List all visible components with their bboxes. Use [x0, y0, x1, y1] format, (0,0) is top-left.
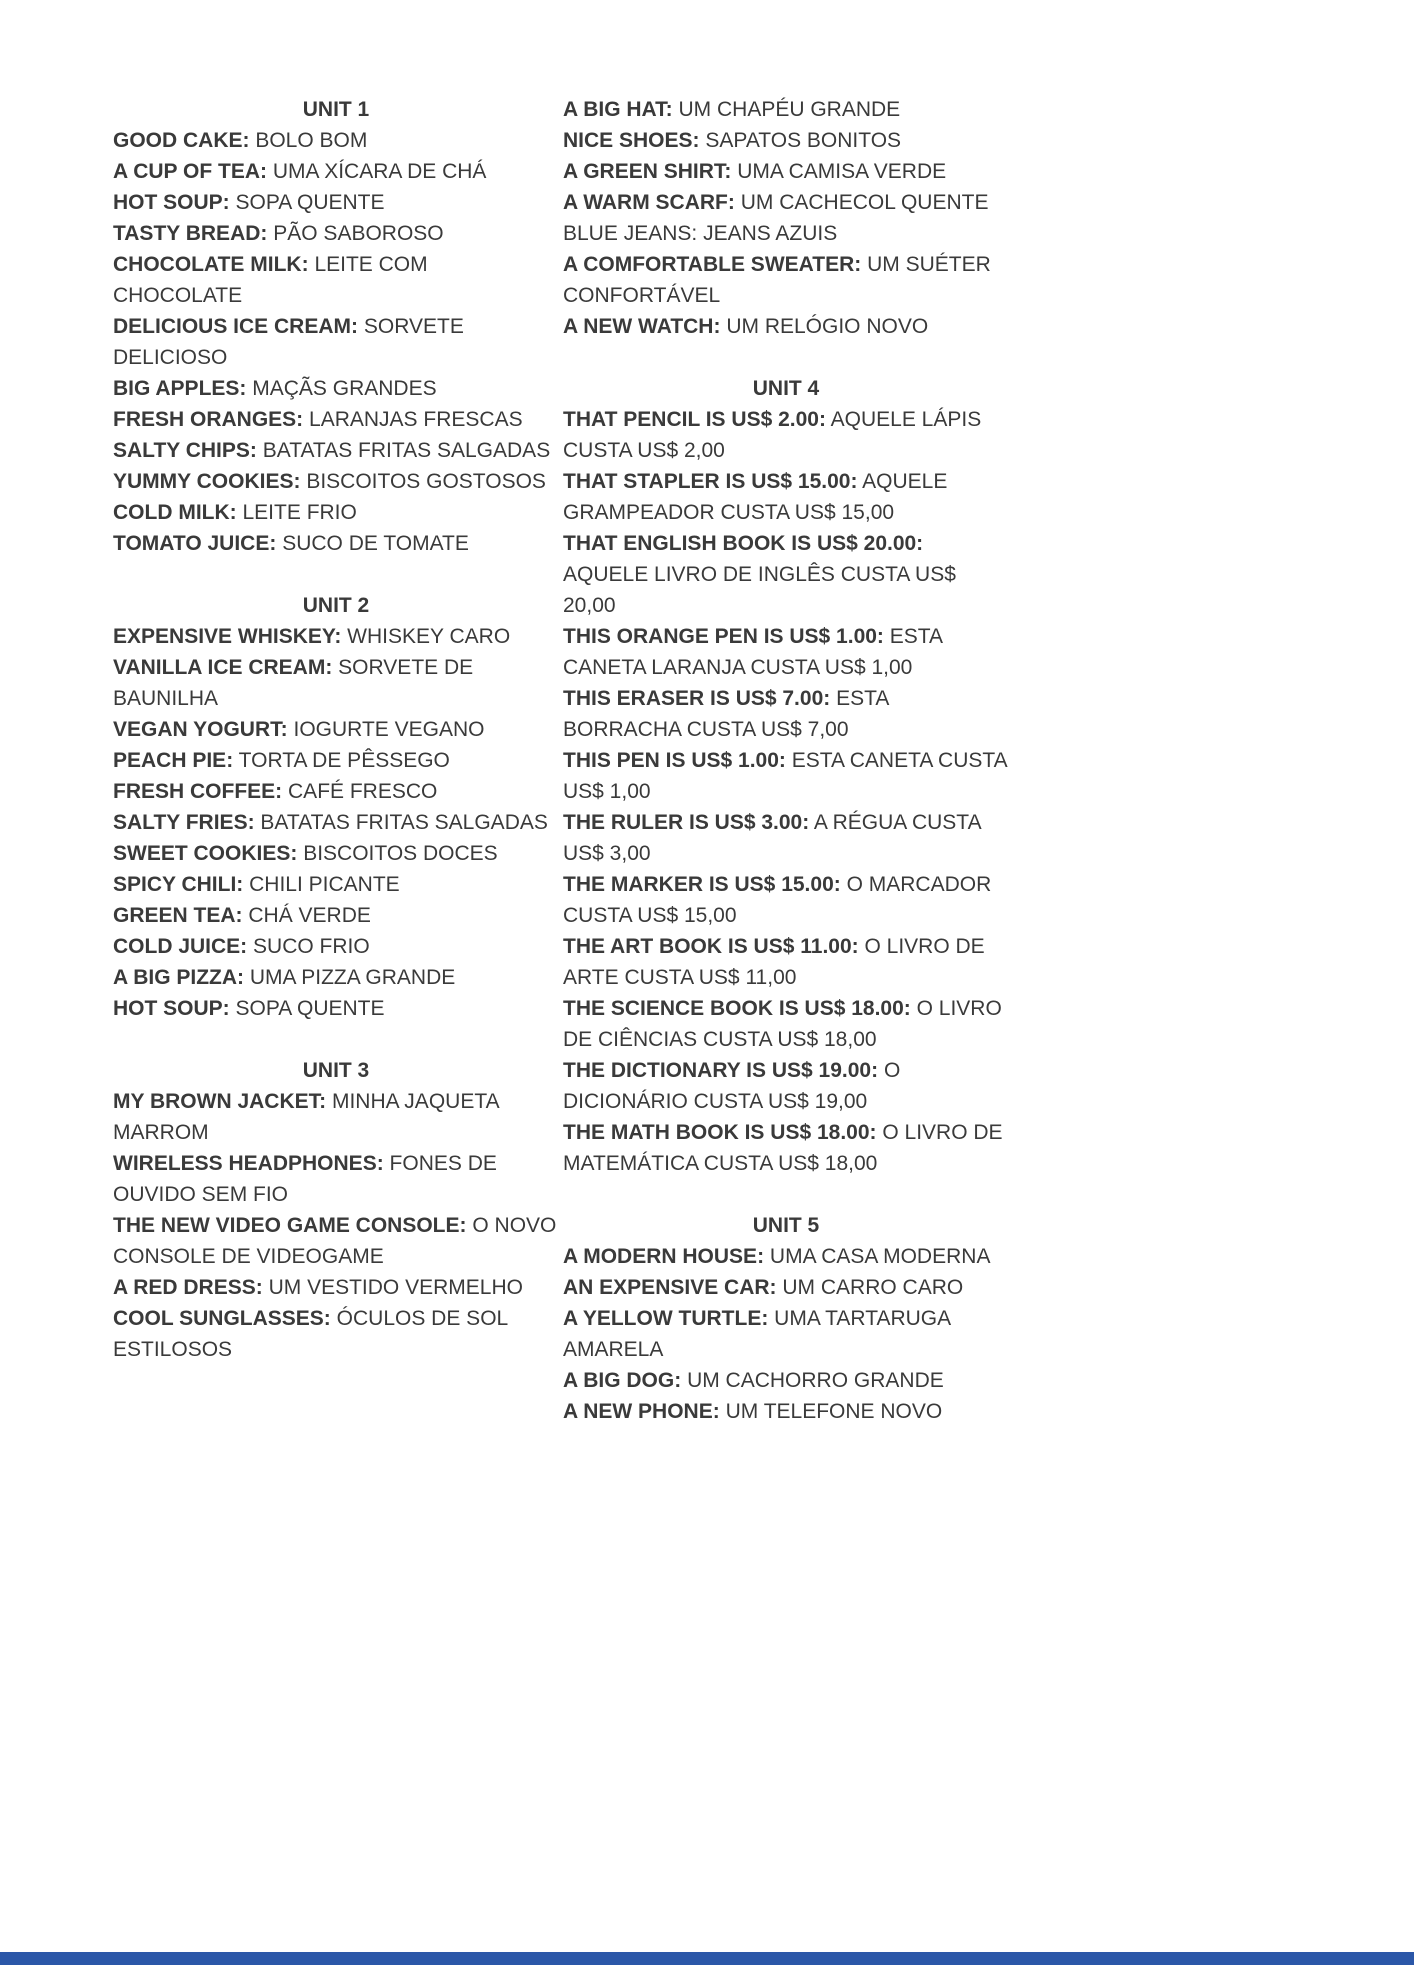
vocab-term: A BIG DOG: [563, 1369, 682, 1392]
unit-section [113, 94, 559, 559]
vocab-term: THAT PENCIL IS US$ 2.00: [563, 408, 826, 431]
vocab-translation: O LIVRO DE CIÊNCIAS CUSTA US$ 18,00 [563, 997, 1002, 1051]
vocab-translation: JEANS AZUIS [703, 222, 838, 245]
vocab-term: FRESH COFFEE: [113, 780, 283, 803]
vocab-entry [113, 776, 559, 807]
vocab-translation: UMA CAMISA VERDE [737, 160, 947, 183]
vocab-translation: O NOVO CONSOLE DE VIDEOGAME [113, 1214, 557, 1268]
vocab-entry [563, 993, 1009, 1055]
vocab-entry [563, 466, 1009, 528]
vocab-term: TASTY BREAD: [113, 222, 268, 245]
unit-heading: UNIT 1 [302, 98, 370, 121]
vocab-translation: ESTA CANETA CUSTA US$ 1,00 [563, 749, 1007, 803]
vocab-term: THAT STAPLER IS US$ 15.00: [563, 470, 858, 493]
vocab-entry [113, 621, 559, 652]
vocab-translation: A RÉGUA CUSTA US$ 3,00 [563, 811, 981, 865]
unit-heading: UNIT 5 [752, 1214, 820, 1237]
vocab-translation: BATATAS FRITAS SALGADAS [262, 439, 551, 462]
vocab-entry [563, 249, 1009, 311]
vocab-term: YUMMY COOKIES: [113, 470, 301, 493]
vocab-entry [113, 1148, 559, 1210]
text-column [113, 94, 559, 1427]
vocab-term: VANILLA ICE CREAM: [113, 656, 333, 679]
vocab-term: THE DICTIONARY IS US$ 19.00: [563, 1059, 879, 1082]
vocab-term: MY BROWN JACKET: [113, 1090, 327, 1113]
vocab-term: THIS PEN IS US$ 1.00: [563, 749, 786, 772]
vocab-translation: PÃO SABOROSO [273, 222, 444, 245]
vocab-entry [113, 652, 559, 714]
vocab-entry [563, 1272, 1009, 1303]
vocab-entry [113, 156, 559, 187]
vocab-entry [563, 869, 1009, 931]
vocab-entry [563, 1365, 1009, 1396]
vocab-term: A COMFORTABLE SWEATER: [563, 253, 862, 276]
vocab-term: WIRELESS HEADPHONES: [113, 1152, 384, 1175]
vocab-term: A BIG PIZZA: [113, 966, 245, 989]
vocab-translation: UM CARRO CARO [782, 1276, 964, 1299]
vocab-term: A NEW WATCH: [563, 315, 721, 338]
vocab-term: THE SCIENCE BOOK IS US$ 18.00: [563, 997, 911, 1020]
vocab-entry [563, 187, 1009, 218]
vocab-term: SALTY CHIPS: [113, 439, 257, 462]
vocab-term: THIS ERASER IS US$ 7.00: [563, 687, 831, 710]
unit-section [563, 373, 1009, 1179]
vocab-entry [113, 1210, 559, 1272]
vocab-entry [113, 838, 559, 869]
vocab-entry [563, 621, 1009, 683]
vocab-term: A WARM SCARF: [563, 191, 735, 214]
vocab-entry [113, 714, 559, 745]
vocab-translation: SORVETE DELICIOSO [113, 315, 464, 369]
vocab-entry [563, 528, 1009, 621]
vocab-term: THE MARKER IS US$ 15.00: [563, 873, 841, 896]
vocab-translation: UM CACHORRO GRANDE [687, 1369, 944, 1392]
vocab-entry [113, 1272, 559, 1303]
vocab-term: NICE SHOES: [563, 129, 700, 152]
vocab-translation: O LIVRO DE MATEMÁTICA CUSTA US$ 18,00 [563, 1121, 1003, 1175]
vocab-entry [113, 373, 559, 404]
vocab-translation: AQUELE LÁPIS CUSTA US$ 2,00 [563, 408, 982, 462]
vocab-translation: SUCO FRIO [253, 935, 370, 958]
unit-section [113, 1055, 559, 1365]
vocab-translation: SUCO DE TOMATE [282, 532, 469, 555]
vocab-translation: LEITE COM CHOCOLATE [113, 253, 428, 307]
vocab-term: DELICIOUS ICE CREAM: [113, 315, 359, 338]
vocab-entry [113, 404, 559, 435]
vocab-term: A GREEN SHIRT: [563, 160, 732, 183]
vocab-entry [563, 156, 1009, 187]
vocab-translation: UM CHAPÉU GRANDE [678, 98, 901, 121]
vocab-translation: UMA PIZZA GRANDE [249, 966, 456, 989]
vocab-term: GOOD CAKE: [113, 129, 250, 152]
vocab-entry [563, 311, 1009, 342]
vocab-translation: UM CACHECOL QUENTE [740, 191, 989, 214]
vocab-term: THE NEW VIDEO GAME CONSOLE: [113, 1214, 467, 1237]
vocab-entry [113, 900, 559, 931]
vocab-term: FRESH ORANGES: [113, 408, 304, 431]
vocab-term: A RED DRESS: [113, 1276, 263, 1299]
vocab-term: TOMATO JUICE: [113, 532, 277, 555]
vocab-term: AN EXPENSIVE CAR: [563, 1276, 777, 1299]
vocab-translation: LARANJAS FRESCAS [309, 408, 523, 431]
vocab-entry [113, 745, 559, 776]
vocab-translation: CHILI PICANTE [249, 873, 400, 896]
vocab-term: THAT ENGLISH BOOK IS US$ 20.00: [563, 532, 924, 555]
unit-heading: UNIT 4 [752, 377, 820, 400]
vocab-entry [113, 435, 559, 466]
vocab-translation: AQUELE GRAMPEADOR CUSTA US$ 15,00 [563, 470, 948, 524]
vocab-entry [563, 125, 1009, 156]
unit-section [563, 1210, 1009, 1427]
vocab-entry [113, 807, 559, 838]
text-column [563, 94, 1009, 1427]
vocab-entry [113, 218, 559, 249]
vocab-entry [113, 931, 559, 962]
vocab-term: HOT SOUP: [113, 191, 230, 214]
vocab-term: A CUP OF TEA: [113, 160, 268, 183]
vocab-entry [113, 249, 559, 311]
vocab-translation: UMA XÍCARA DE CHÁ [272, 160, 487, 183]
vocab-translation: O MARCADOR CUSTA US$ 15,00 [563, 873, 992, 927]
vocab-translation: SORVETE DE BAUNILHA [113, 656, 474, 710]
vocab-term: COLD JUICE: [113, 935, 248, 958]
vocab-translation: UM SUÉTER CONFORTÁVEL [563, 253, 991, 307]
vocab-entry [113, 962, 559, 993]
vocab-translation: LEITE FRIO [242, 501, 357, 524]
vocab-entry [563, 807, 1009, 869]
vocab-translation: SAPATOS BONITOS [705, 129, 902, 152]
vocab-term: GREEN TEA: [113, 904, 243, 927]
vocab-translation: BISCOITOS GOSTOSOS [306, 470, 546, 493]
vocab-entry [113, 1303, 559, 1365]
vocab-entry [113, 1086, 559, 1148]
vocab-translation: CHÁ VERDE [248, 904, 371, 927]
vocab-translation: ESTA CANETA LARANJA CUSTA US$ 1,00 [563, 625, 942, 679]
vocab-entry [113, 528, 559, 559]
vocab-term: THE MATH BOOK IS US$ 18.00: [563, 1121, 877, 1144]
vocab-term: COLD MILK: [113, 501, 237, 524]
vocab-entry [563, 218, 1009, 249]
vocab-term: CHOCOLATE MILK: [113, 253, 309, 276]
vocab-term: A YELLOW TURTLE: [563, 1307, 769, 1330]
vocab-translation: MAÇÃS GRANDES [252, 377, 437, 400]
vocab-entry [563, 745, 1009, 807]
vocab-entry [113, 187, 559, 218]
vocab-translation: WHISKEY CARO [347, 625, 511, 648]
vocab-term: BIG APPLES: [113, 377, 247, 400]
unit-heading: UNIT 2 [302, 594, 370, 617]
vocab-translation: ÓCULOS DE SOL ESTILOSOS [113, 1307, 508, 1361]
vocab-term: COOL SUNGLASSES: [113, 1307, 331, 1330]
vocab-translation: UMA CASA MODERNA [769, 1245, 991, 1268]
vocab-term: THIS ORANGE PEN IS US$ 1.00: [563, 625, 884, 648]
vocab-entry [563, 1241, 1009, 1272]
vocab-entry [113, 466, 559, 497]
footer-accent-bar [0, 1952, 1414, 1965]
vocab-translation: UMA TARTARUGA AMARELA [563, 1307, 950, 1361]
vocab-term: A BIG HAT: [563, 98, 673, 121]
vocab-translation: UM VESTIDO VERMELHO [268, 1276, 523, 1299]
vocab-entry [563, 94, 1009, 125]
vocab-term: THE RULER IS US$ 3.00: [563, 811, 810, 834]
vocab-term: SPICY CHILI: [113, 873, 244, 896]
vocab-term: EXPENSIVE WHISKEY: [113, 625, 342, 648]
vocab-term: HOT SOUP: [113, 997, 230, 1020]
vocab-entry [563, 404, 1009, 466]
vocab-translation: FONES DE OUVIDO SEM FIO [113, 1152, 497, 1206]
vocab-term: A NEW PHONE: [563, 1400, 720, 1423]
vocab-entry [113, 311, 559, 373]
vocab-translation: AQUELE LIVRO DE INGLÊS CUSTA US$ 20,00 [563, 563, 956, 617]
vocab-translation: BATATAS FRITAS SALGADAS [260, 811, 548, 834]
vocab-translation: ESTA BORRACHA CUSTA US$ 7,00 [563, 687, 889, 741]
vocab-entry [563, 1117, 1009, 1179]
vocab-term: BLUE JEANS: [563, 222, 698, 245]
vocab-entry [563, 1396, 1009, 1427]
vocab-term: A MODERN HOUSE: [563, 1245, 765, 1268]
vocab-translation: SOPA QUENTE [235, 997, 385, 1020]
vocab-term: THE ART BOOK IS US$ 11.00: [563, 935, 859, 958]
vocab-entry [113, 993, 559, 1024]
vocab-entry [563, 683, 1009, 745]
vocab-entry [113, 497, 559, 528]
vocab-translation: SOPA QUENTE [235, 191, 385, 214]
vocab-translation: UM TELEFONE NOVO [725, 1400, 943, 1423]
vocab-term: PEACH PIE: [113, 749, 234, 772]
vocab-translation: BOLO BOM [255, 129, 368, 152]
vocab-translation: MINHA JAQUETA MARROM [113, 1090, 499, 1144]
vocab-entry [563, 931, 1009, 993]
vocab-term: SALTY FRIES: [113, 811, 255, 834]
vocab-term: SWEET COOKIES: [113, 842, 298, 865]
unit-section [113, 590, 559, 1024]
vocab-entry [113, 869, 559, 900]
vocab-translation: BISCOITOS DOCES [303, 842, 498, 865]
unit-section-continued [563, 94, 1009, 342]
vocab-term: VEGAN YOGURT: [113, 718, 288, 741]
vocab-translation: CAFÉ FRESCO [288, 780, 438, 803]
vocab-translation: TORTA DE PÊSSEGO [238, 749, 450, 772]
vocab-translation: UM RELÓGIO NOVO [726, 315, 929, 338]
vocab-entry [563, 1303, 1009, 1365]
vocab-translation: O DICIONÁRIO CUSTA US$ 19,00 [563, 1059, 901, 1113]
vocab-translation: O LIVRO DE ARTE CUSTA US$ 11,00 [563, 935, 985, 989]
unit-heading: UNIT 3 [302, 1059, 370, 1082]
vocab-entry [563, 1055, 1009, 1117]
vocab-entry [113, 125, 559, 156]
vocab-translation: IOGURTE VEGANO [293, 718, 485, 741]
